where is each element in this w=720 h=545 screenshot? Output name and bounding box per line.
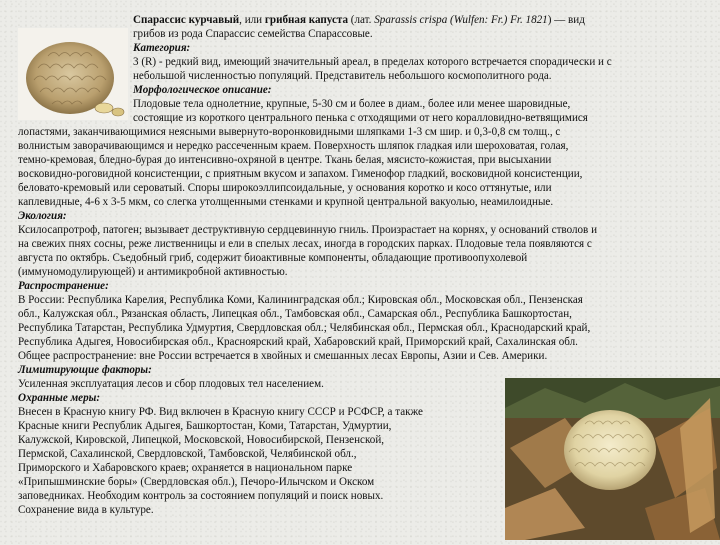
mushroom-photo-isolated [18, 28, 128, 120]
distribution-heading: Распространение: [18, 280, 109, 292]
morphology-line: темно-кремовая, бледно-бурая до интенсивно-охряной в центре. Ткань белая, мясисто-кожистая, при высыхании [18, 154, 552, 166]
species-name: Спарассис курчавый [133, 14, 240, 26]
species-title-line: Спарассис курчавый, или грибная капуста (лат. Sparassis crispa (Wulfen: Fr.) Fr. 1821) — вид [133, 14, 585, 26]
species-alt-name: грибная капуста [264, 14, 349, 26]
morphology-line: состоящие из короткого центрального пенька с отходящими от него коралловидно-ветвящимися [133, 112, 588, 124]
category-heading: Категория: [133, 42, 191, 54]
distribution-line: В России: Республика Карелия, Республика Коми, Калининградская обл.; Кировская обл., Московская обл., Пензенская [18, 294, 583, 306]
morphology-heading: Морфологическое описание: [133, 84, 272, 96]
protection-heading: Охранные меры: [18, 392, 101, 404]
limiting-line: Усиленная эксплуатация лесов и сбор плодовых тел населением. [18, 378, 324, 390]
limiting-heading: Лимитирующие факторы: [18, 364, 152, 376]
protection-line: Пермской, Сахалинской, Свердловской, Тамбовской, Челябинской обл., [18, 448, 357, 460]
category-line: 3 (R) - редкий вид, имеющий значительный ареал, в пределах которого встречается спорадически и с [133, 56, 612, 68]
distribution-line: Республика Адыгея, Новосибирская обл., Красноярский край, Хабаровский край, Приморский край, Сахалинская обл. [18, 336, 578, 348]
protection-line: Красные книги Республик Адыгея, Башкортостан, Коми, Татарстан, Удмуртии, [18, 420, 392, 432]
protection-line: «Припышминские боры» (Свердловская обл.), Печоро-Илычском и Окском [18, 476, 375, 488]
intro-line: грибов из рода Спарассис семейства Спарассовые. [133, 28, 373, 40]
morphology-line: восковидно-роговидной консистенции, с приятным вкусом и запахом. Гименофор гладкий, восковидной консистенции, [18, 168, 583, 180]
mushroom-photo-forest [505, 378, 720, 540]
morphology-line: беловато-кремовый или сероватый. Споры широкоэллипсоидальные, у основания коротко и косо оттянутые, или [18, 182, 552, 194]
ecology-heading: Экология: [18, 210, 67, 222]
morphology-line: волнистым заворачивающимся и нередко рассеченным краем. Поверхность шляпок гладкая или шероховатая, голая, [18, 140, 569, 152]
protection-line: Приморского и Хабаровского краев; охраняется в национальном парке [18, 462, 353, 474]
ecology-line: Ксилосапротроф, патоген; вызывает деструктивную сердцевинную гниль. Произрастает на корнях, у оснований стволов и [18, 224, 598, 236]
ecology-line: (иммуномодулирующей) и антимикробной активностью. [18, 266, 288, 278]
distribution-line: обл., Калужская обл., Рязанская область, Липецкая обл., Тамбовская обл., Самарская обл., Республика Башкортостан, [18, 308, 572, 320]
protection-line: Сохранение вида в культуре. [18, 504, 154, 516]
latin-name: Sparassis crispa (Wulfen: Fr.) Fr. 1821 [374, 14, 548, 26]
morphology-line: Плодовые тела однолетние, крупные, 5-30 см и более в диам., более или менее шаровидные, [133, 98, 571, 110]
ecology-line: на свежих пнях сосны, реже лиственницы и ели в спелых лесах, иногда в городских парках. Плодовые тела появляются с [18, 238, 592, 250]
ecology-line: августа по октябрь. Съедобный гриб, содержит биоактивные компоненты, обладающие противоопухолевой [18, 252, 528, 264]
protection-line: Калужской, Кировской, Липецкой, Московской, Новосибирской, Пензенской, [18, 434, 385, 446]
morphology-line: каплевидные, 4-6 х 3-5 мкм, со слегка утолщенными стенками и крупной центральной вакуолью, неамилоидные. [18, 196, 554, 208]
protection-line: Внесен в Красную книгу РФ. Вид включен в Красную книгу СССР и РСФСР, а также [18, 406, 423, 418]
protection-line: заповедниках. Необходим контроль за состоянием популяций и поиск новых. [18, 490, 384, 502]
morphology-line: лопастями, заканчивающимися неясными вывернуто-воронковидными шляпками 1-3 см шир. и 0,3-0,8 см толщ., с [18, 126, 561, 138]
distribution-line: Общее распространение: вне России встречается в хвойных и смешанных лесах Европы, Азии и Сев. Америки. [18, 350, 548, 362]
category-line: небольшой численностью популяций. Представитель небольшого космополитного рода. [133, 70, 552, 82]
distribution-line: Республика Татарстан, Республика Удмуртия, Свердловская обл.; Челябинская обл., Пермская обл., Краснодарский край, [18, 322, 591, 334]
